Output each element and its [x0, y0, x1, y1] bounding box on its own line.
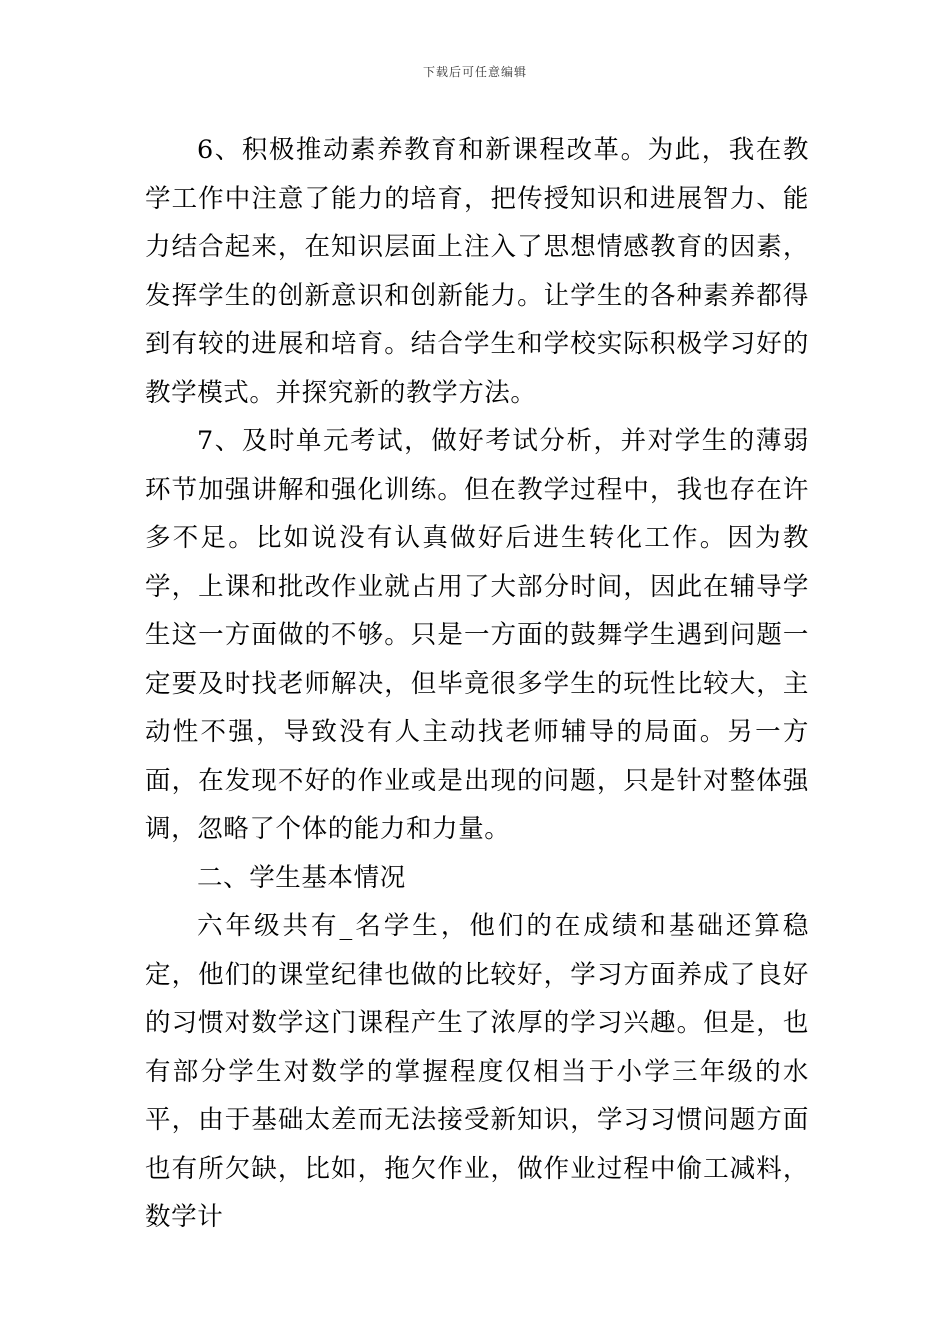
paragraph-students: 六年级共有_名学生，他们的在成绩和基础还算稳定，他们的课堂纪律也做的比较好，学习方面养成了良好的习惯对数学这门课程产生了浓厚的学习兴趣。但是，也有部分学生对数学的掌握程度仅相当于小学三年级的水平，由于基础太差而无法接受新知识，学习习惯问题方面也有所欠缺，比如，拖欠作业，做作业过程中偷工减料，数学计 [145, 911, 809, 1232]
paragraph-item-7: 7、及时单元考试，做好考试分析，并对学生的薄弱环节加强讲解和强化训练。但在教学过程中，我也存在许多不足。比如说没有认真做好后进生转化工作。因为教学，上课和批改作业就占用了大部分时间，因此在辅导学生这一方面做的不够。只是一方面的鼓舞学生遇到问题一定要及时找老师解决，但毕竟很多学生的玩性比较大，主动性不强，导致没有人主动找老师辅导的局面。另一方面，在发现不好的作业或是出现的问题，只是针对整体强调，忽略了个体的能力和力量。 [145, 426, 809, 844]
document-body [145, 126, 809, 1242]
paragraph-item-6: 6、积极推动素养教育和新课程改革。为此，我在教学工作中注意了能力的培育，把传授知识和进展智力、能力结合起来，在知识层面上注入了思想情感教育的因素，发挥学生的创新意识和创新能力。让学生的各种素养都得到有较的进展和培育。结合学生和学校实际积极学习好的教学模式。并探究新的教学方法。 [145, 135, 809, 408]
page-header: 下载后可任意编辑 [422, 65, 527, 79]
section-heading: 二、学生基本情况 [197, 862, 406, 893]
